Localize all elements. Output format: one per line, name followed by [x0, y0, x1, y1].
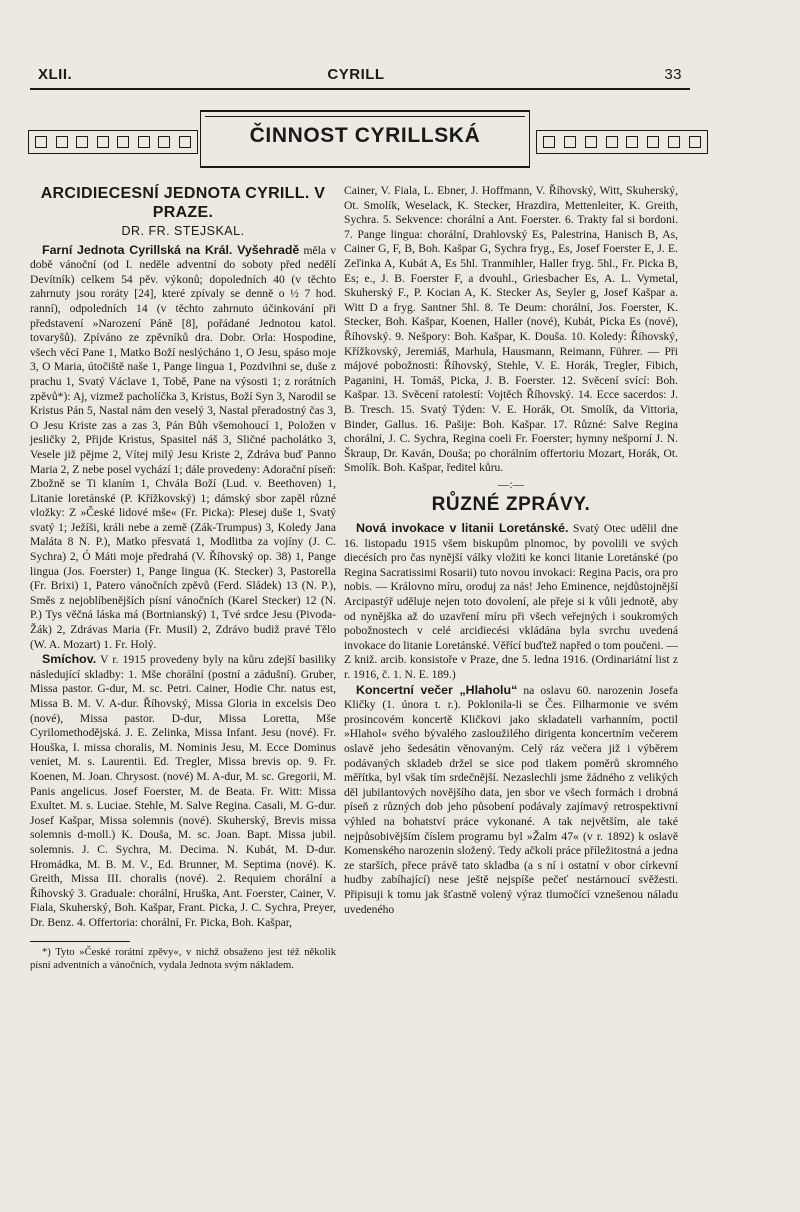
right-column	[344, 184, 678, 917]
paragraph-continued: Cainer, V. Fiala, L. Ebner, J. Hoffmann, V. Říhovský, Witt, Skuherský, Ot. Smolík, Weselack, K. Stecker, Hrazdira, Mettenleiter, K. Greith, Sychra. 5. Sekvence: chorální a Ant. Foerster. 6. Trakty fal si bordoni. 7. Pange lingua: chorální, Drahlovský Es, Palestrina, Hanisch B, As, Cainer G, F, B, Boh. Kašpar G, Sychra fryg., Es, Josef Foerster E, J. E. Zeľinka A, Kubát A, Es 5hl. Tranmihler, Haller fryg. 5hl., Fr. Picka B, Es; e., J. B. Foerster F, a dvouhl., Griesbacher Es, A. L. Vymetal, Skuherský F., P. Kocian A, K. Stecker As, Seyler g, Josef Kašpar a. Witt D a fryg. Santner 5hl. 8. Te Deum: chorální, Jos. Foerster, K. Stecker, Boh. Kašpar, Koenen, Haller (nové), Kubát, Picka Es (nové), Říhovský. 9. Nešpory: Boh. Kašpar, K. Douša. 10. Koledy: Říhovský, Křížkovský, Jeremiáš, Marhula, Hausmann, Reimann, Führer. — Při májové pobožnosti: Říhovský, Stehle, V. E. Horák, Tregler, Fibich, Paganini, H. Tomáš, Picka, J. B. Foerster. 12. Svěcení svící: Boh. Kašpar. 13. Svěcení ratolestí: Vojtěch Říhovský. 14. Ecce sacerdos: J. B. Tresch. 15. Svatý Týden: V. E. Horák, Ot. Smolík, da Vittoria, Binder, Gallus. 16. Pašije: Boh. Kašpar. 17. Různé: Salve Regina chorální, J. C. Sychra, Regina coeli Fr. Foerster; hymny nešporní J. N. Škraup, Dr. Kaván, Douša; po chorálním offertoriu Mozart, Horák, Ot. Smolík. Boh. Kašpar, ředitel kůru.	[344, 184, 678, 475]
page-number: 33	[664, 66, 682, 83]
volume-number: XLII.	[38, 66, 73, 83]
running-head	[30, 66, 682, 86]
ornament-boxes-right	[536, 130, 708, 154]
footnote-rule	[30, 941, 130, 942]
article-author: DR. FR. STEJSKAL.	[121, 224, 245, 238]
paragraph-vysehrad: Farní Jednota Cyrillská na Král. Vyšehradě měla v době vánoční (od I. neděle adventní do soboty před nedělí Devítník) celkem 54 pěv. výkonů; dopoledních 40 (v těchto zahrnuty jsou roráty [24], které zpívaly se denně o ½ 7 hod. ranní), odpoledních 14 (v těchto zahrnuto účinkování při představení »Narození Páně [8], pořádané Jednotou katol. tovaryšů). Zpíváno ze zpěvníků dra. Dobr. Orla: Hospodine, všech věcí Pane 1, Matko Boží neslýcháno 1, O Jesu, spáso moje 3, O Maria, útočiště naše 1, Pange lingua 1, Pozdvihni se, duše z prachu 1, Svatý Václave 1, Tobě, Pane na výsosti 1; z rorátních zpěvů*): Aj, vizmež pacholíčka 3, Kristus, Boží Syn 3, Narodil se Kristus Pán 5, Nastal nám den veselý 3, Nastal přeradostný čas 3, O Jesu Kriste zas a zas 3, Pán Bůh všemohoucí 1, Položen v jesličky 2, Přijde Kristus, Spasitel náš 3, Sličné pacholátko 3, Vesele již pějme 2, Vítej milý Jesu Kriste 2, Zdráva buď Panno Maria 2, Z nebe posel vychází 1; dále provedeny: Adorační píseň: Zbožně se Ti klaním 1, Chvála Boží (Lud. v. Beethoven) 1, Litanie loretánské (P. Křížkovský) 1; dámský sbor zapěl různé vložky: Z »České lidové mše« (Fr. Picka): Plesej duše 1, Svatý svatý 1; Ježíši, králi nebe a země (Zák-Trumpus) 3, Koledy Jana Maláta 8 N. P.), Matko přesvatá 1, Modlitba za vojíny (J. C. Sychra) 2, Ó Máti moje předrahá (V. Říhovský op. 38) 1, Pange lingua (Jos. Foerster) 1, Pange lingua (K. Stecker) 3, Pastorella (Fr. Brixi) 1, Patero vánočních zpěvů (Ferd. Sládek) 13 (N. P.), Směs z nejoblíbenějších písní vánočních (Karel Stecker) 12 (N. P.) Tys věčná láska má (Bortnianský) 1, Tvé srdce Jesu (Pivoda-Žák) 2, Zdrávas Maria (Fr. Musil) 2, Zdrávo budiž pravé Tělo (W. A. Mozart) 1. Fr. Holý.	[30, 242, 336, 651]
ornament-boxes-left	[28, 130, 198, 154]
section-heading-news: RŮZNÉ ZPRÁVY.	[431, 494, 591, 516]
paragraph-concert: Koncertní večer „Hlaholu“ na oslavu 60. narozenin Josefa Kličky (1. února t. r.). Poklonila-li se Čes. Filharmonie ve svém prosincovém koncertě Kličkovi jako skladateli varhanním, poctil »Hlahol« svého bývalého zasloužilého dirigenta koncertním večerem oslavě jeho šedesátin věnovaným. Celý ráz večera již i výběrem podávaných skladeb držel se sice pod tlakem poměrů skromného měřítka, byl však tím srdečnější. Nezaslechli jsme žádného z velikých děl jubilantových novějšího data, jen sbor ve všech formách i drobná píseň z různých dob jeho působení podávaly zajímavý retrospektivní výhled na bohatství práce vykonané. A tak největším, ale také nejpůsobivějším číslem programu byl »Žalm 47« (v r. 1892) k oslavě Komenského narozenin složený. Tedy ačkoli práce příležitostná a jedna ze starších, přece právě tato skladba (a s ní i ostatní v obor církevní hudby zabíhající) nese ještě nejspíše pečeť nestárnoucí svěžesti. Připisuji k tomu jak šťastně volený výraz tlumočící vznešenou náladu uvedeného	[344, 682, 678, 916]
article-heading: ARCIDIECESNÍ JEDNOTA CYRILL. V PRAZE.	[40, 185, 326, 221]
journal-title: CYRILL	[327, 66, 385, 83]
paragraph-lead: Smíchov.	[42, 652, 97, 667]
paragraph-litany: Nová invokace v litanii Loretánské. Svatý Otec udělil dne 16. listopadu 1915 všem biskupům plnomoc, by povolili ve svých diecésích pro čas nynější války vložiti ke konci litanie Loretánské (po Regina Sacratissimi Rosarii) tuto novou invokaci: Regina Pacis, ora pro nobis. — Královno míru, oroduj za nás! Jeho Eminence, nejdůstojnější Arcipastýř uděluje nejen toto dovolení, ale přeje si k vůli jednotě, aby od nynějška až do uzavření míru při všech veřejných i soukromých pobožnostech v celé arcidiecési vkládána byla svrchu uvedená invokace do litanie Loretánské. Věřící buďtež napřed o tom poučeni. — Z kniž. arcib. konsistoře v Praze, dne 5. ledna 1916. (Ordinariátní list z r. 1916, č. 1. N. E. 189.)	[344, 521, 678, 681]
paragraph-lead: Koncertní večer „Hlaholu“	[356, 682, 518, 697]
section-banner	[28, 110, 708, 172]
separator: —:—	[497, 477, 525, 491]
banner-title: ČINNOST CYRILLSKÁ	[249, 124, 481, 147]
header-rule	[30, 88, 690, 90]
banner-frame-bottom	[200, 166, 530, 168]
paragraph-smichov: Smíchov. V r. 1915 provedeny byly na kůru zdejší basiliky následující skladby: 1. Mše chorální (postní a zádušní). Gruber, Missa pastor. G-dur, M. sc. Petri. Cainer, Hodie Chr. natus est, Missa B. M. V. A-dur. Říhovský, Missa Gloria in excelsis Deo (nové), Missa pastor. D-dur, Missa Loretta, Mše Cyrilomethodějská. J. E. Zelinka, Missa Infant. Jesu (nové). Fr. Houška, I. missa choralis, M. Nominis Jesu, M. Ecce Dominus veniet, M. s. Laurentii. Ed. Tregler, Missa brevis op. 9. Fr. Koenen, M. Joan. Chrysost. (nové) M. A-dur, M. sc. Gregorii, M. Panis angelicus. Josef Foerster, M. de Beata. Fr. Witt: Missa Exultet. M. s. Luciae. Stehle, M. Salve Regina. Casali, M. G-dur. Josef Kašpar, Missa solemnis (nové). Skuherský, Brevis missa solemnis d-moll.) K. Douša, M. sc. Joan. Bapt. Missa jubil. solemnis. J. C. Sychra, M. Decima. N. Kubát, M. D-dur. Hromádka, M. B. M. V., Ed. Brunner, M. Septima (nové). K. Greith, Missa III. choralis (nové). 2. Requiem chorální a Říhovský 3. Graduale: chorální, Hruška, Ant. Foerster, Cainer, V. Fiala, Skuherský, Boh. Kašpar, Frant. Picka, J. C. Sychra, Preyer, Dr. Benz. 4. Offertoria: chorální, Fr. Picka, Boh. Kašpar,	[30, 652, 336, 929]
left-column	[30, 184, 336, 972]
paragraph-lead: Nová invokace v litanii Loretánské.	[356, 521, 569, 536]
footnote: *) Tyto »České rorátní zpěvy«, v nichž obsaženo jest též několik písní adventních a vánočních, vydala Jednota svým nákladem.	[30, 946, 336, 971]
paragraph-lead: Farní Jednota Cyrillská na Král. Vyšehradě	[42, 242, 300, 257]
